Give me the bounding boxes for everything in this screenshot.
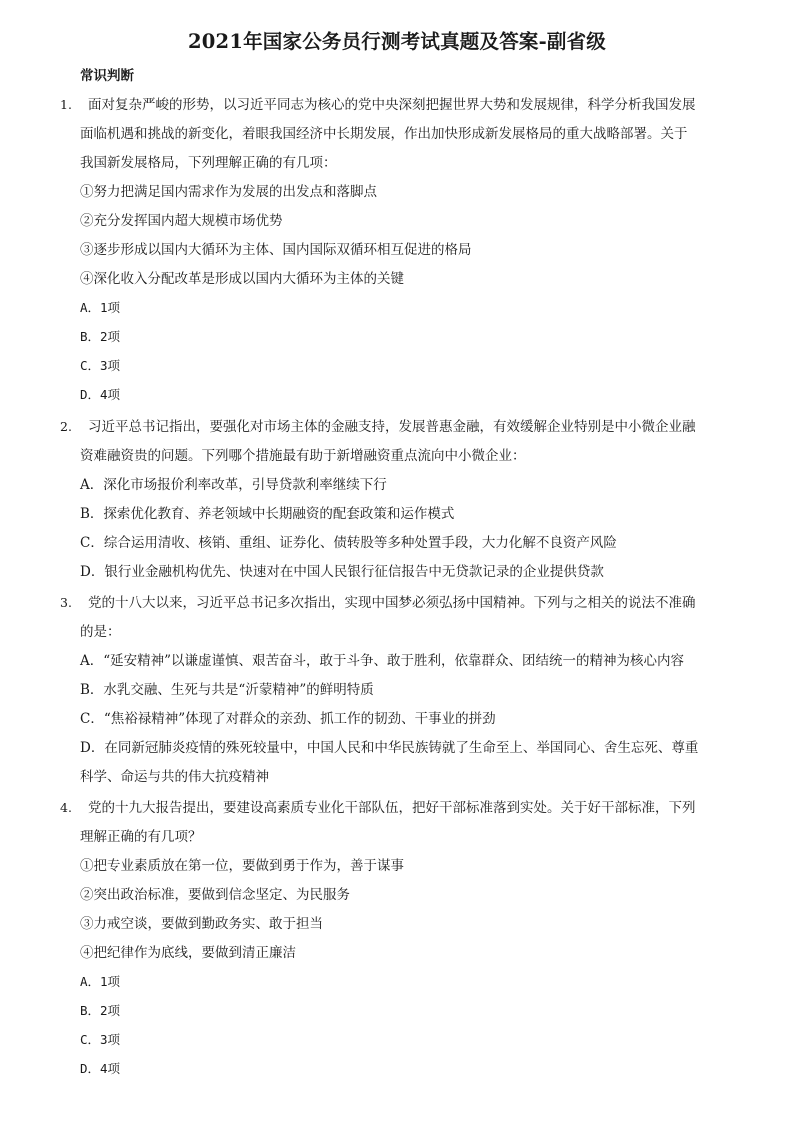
answer-option: C．“焦裕禄精神”体现了对群众的亲劲、抓工作的韧劲、干事业的拼劲 bbox=[80, 711, 496, 727]
answer-option: D．在同新冠肺炎疫情的殊死较量中，中国人民和中华民族铸就了生命至上、举国同心、舍生忘死、尊重 bbox=[80, 740, 699, 756]
answer-option: D．4项 bbox=[80, 387, 121, 402]
statement-item: ①把专业素质放在第一位，要做到勇于作为，善于谋事 bbox=[80, 858, 404, 874]
question-text: 资难融资贵的问题。下列哪个措施最有助于新增融资重点流向中小微企业： bbox=[80, 448, 526, 464]
answer-option: B．探索优化教育、养老领域中长期融资的配套政策和运作模式 bbox=[80, 506, 455, 522]
question-text: 的是： bbox=[80, 624, 121, 640]
question-text: 理解正确的有几项？ bbox=[80, 829, 202, 845]
question-number: 4. bbox=[60, 800, 72, 815]
answer-option: D．银行业金融机构优先、快速对在中国人民银行征信报告中无贷款记录的企业提供贷款 bbox=[80, 564, 604, 580]
answer-option: B．水乳交融、生死与共是“沂蒙精神”的鲜明特质 bbox=[80, 682, 374, 698]
answer-option: D．4项 bbox=[80, 1061, 121, 1076]
question-number: 3. bbox=[60, 595, 72, 610]
question-text: 面临机遇和挑战的新变化，着眼我国经济中长期发展，作出加快形成新发展格局的重大战略部署。关于 bbox=[80, 126, 688, 142]
question-text: 我国新发展格局，下列理解正确的有几项： bbox=[80, 155, 337, 171]
answer-option: C．3项 bbox=[80, 358, 121, 373]
statement-item: ④把纪律作为底线，要做到清正廉洁 bbox=[80, 945, 296, 961]
answer-option: A．1项 bbox=[80, 974, 121, 989]
section-heading: 常识判断 bbox=[80, 68, 134, 84]
question-text: 面对复杂严峻的形势，以习近平同志为核心的党中央深刻把握世界大势和发展规律，科学分析我国发展 bbox=[88, 97, 696, 113]
question-text: 党的十九大报告提出，要建设高素质专业化干部队伍，把好干部标准落到实处。关于好干部标准，下列 bbox=[88, 800, 696, 816]
question-number: 2. bbox=[60, 419, 72, 434]
answer-option-continued: 科学、命运与共的伟大抗疫精神 bbox=[80, 769, 269, 785]
answer-option: B．2项 bbox=[80, 1003, 121, 1018]
answer-option: A．1项 bbox=[80, 300, 121, 315]
statement-item: ②突出政治标准，要做到信念坚定、为民服务 bbox=[80, 887, 350, 903]
question-number: 1. bbox=[60, 97, 72, 112]
document-title: 2021年国家公务员行测考试真题及答案-副省级 bbox=[188, 30, 606, 53]
question-text: 党的十八大以来，习近平总书记多次指出，实现中国梦必须弘扬中国精神。下列与之相关的说法不准确 bbox=[88, 595, 696, 611]
statement-item: ③逐步形成以国内大循环为主体、国内国际双循环相互促进的格局 bbox=[80, 242, 472, 258]
statement-item: ②充分发挥国内超大规模市场优势 bbox=[80, 213, 283, 229]
statement-item: ③力戒空谈，要做到勤政务实、敢于担当 bbox=[80, 916, 323, 932]
answer-option: C．3项 bbox=[80, 1032, 121, 1047]
answer-option: A．“延安精神”以谦虚谨慎、艰苦奋斗，敢于斗争、敢于胜利，依靠群众、团结统一的精神为核心内容 bbox=[80, 653, 685, 669]
question-text: 习近平总书记指出，要强化对市场主体的金融支持，发展普惠金融，有效缓解企业特别是中小微企业融 bbox=[88, 419, 696, 435]
answer-option: B．2项 bbox=[80, 329, 121, 344]
answer-option: A．深化市场报价利率改革，引导贷款利率继续下行 bbox=[80, 477, 387, 493]
statement-item: ①努力把满足国内需求作为发展的出发点和落脚点 bbox=[80, 184, 377, 200]
answer-option: C．综合运用清收、核销、重组、证券化、债转股等多种处置手段，大力化解不良资产风险 bbox=[80, 535, 617, 551]
statement-item: ④深化收入分配改革是形成以国内大循环为主体的关键 bbox=[80, 271, 404, 287]
